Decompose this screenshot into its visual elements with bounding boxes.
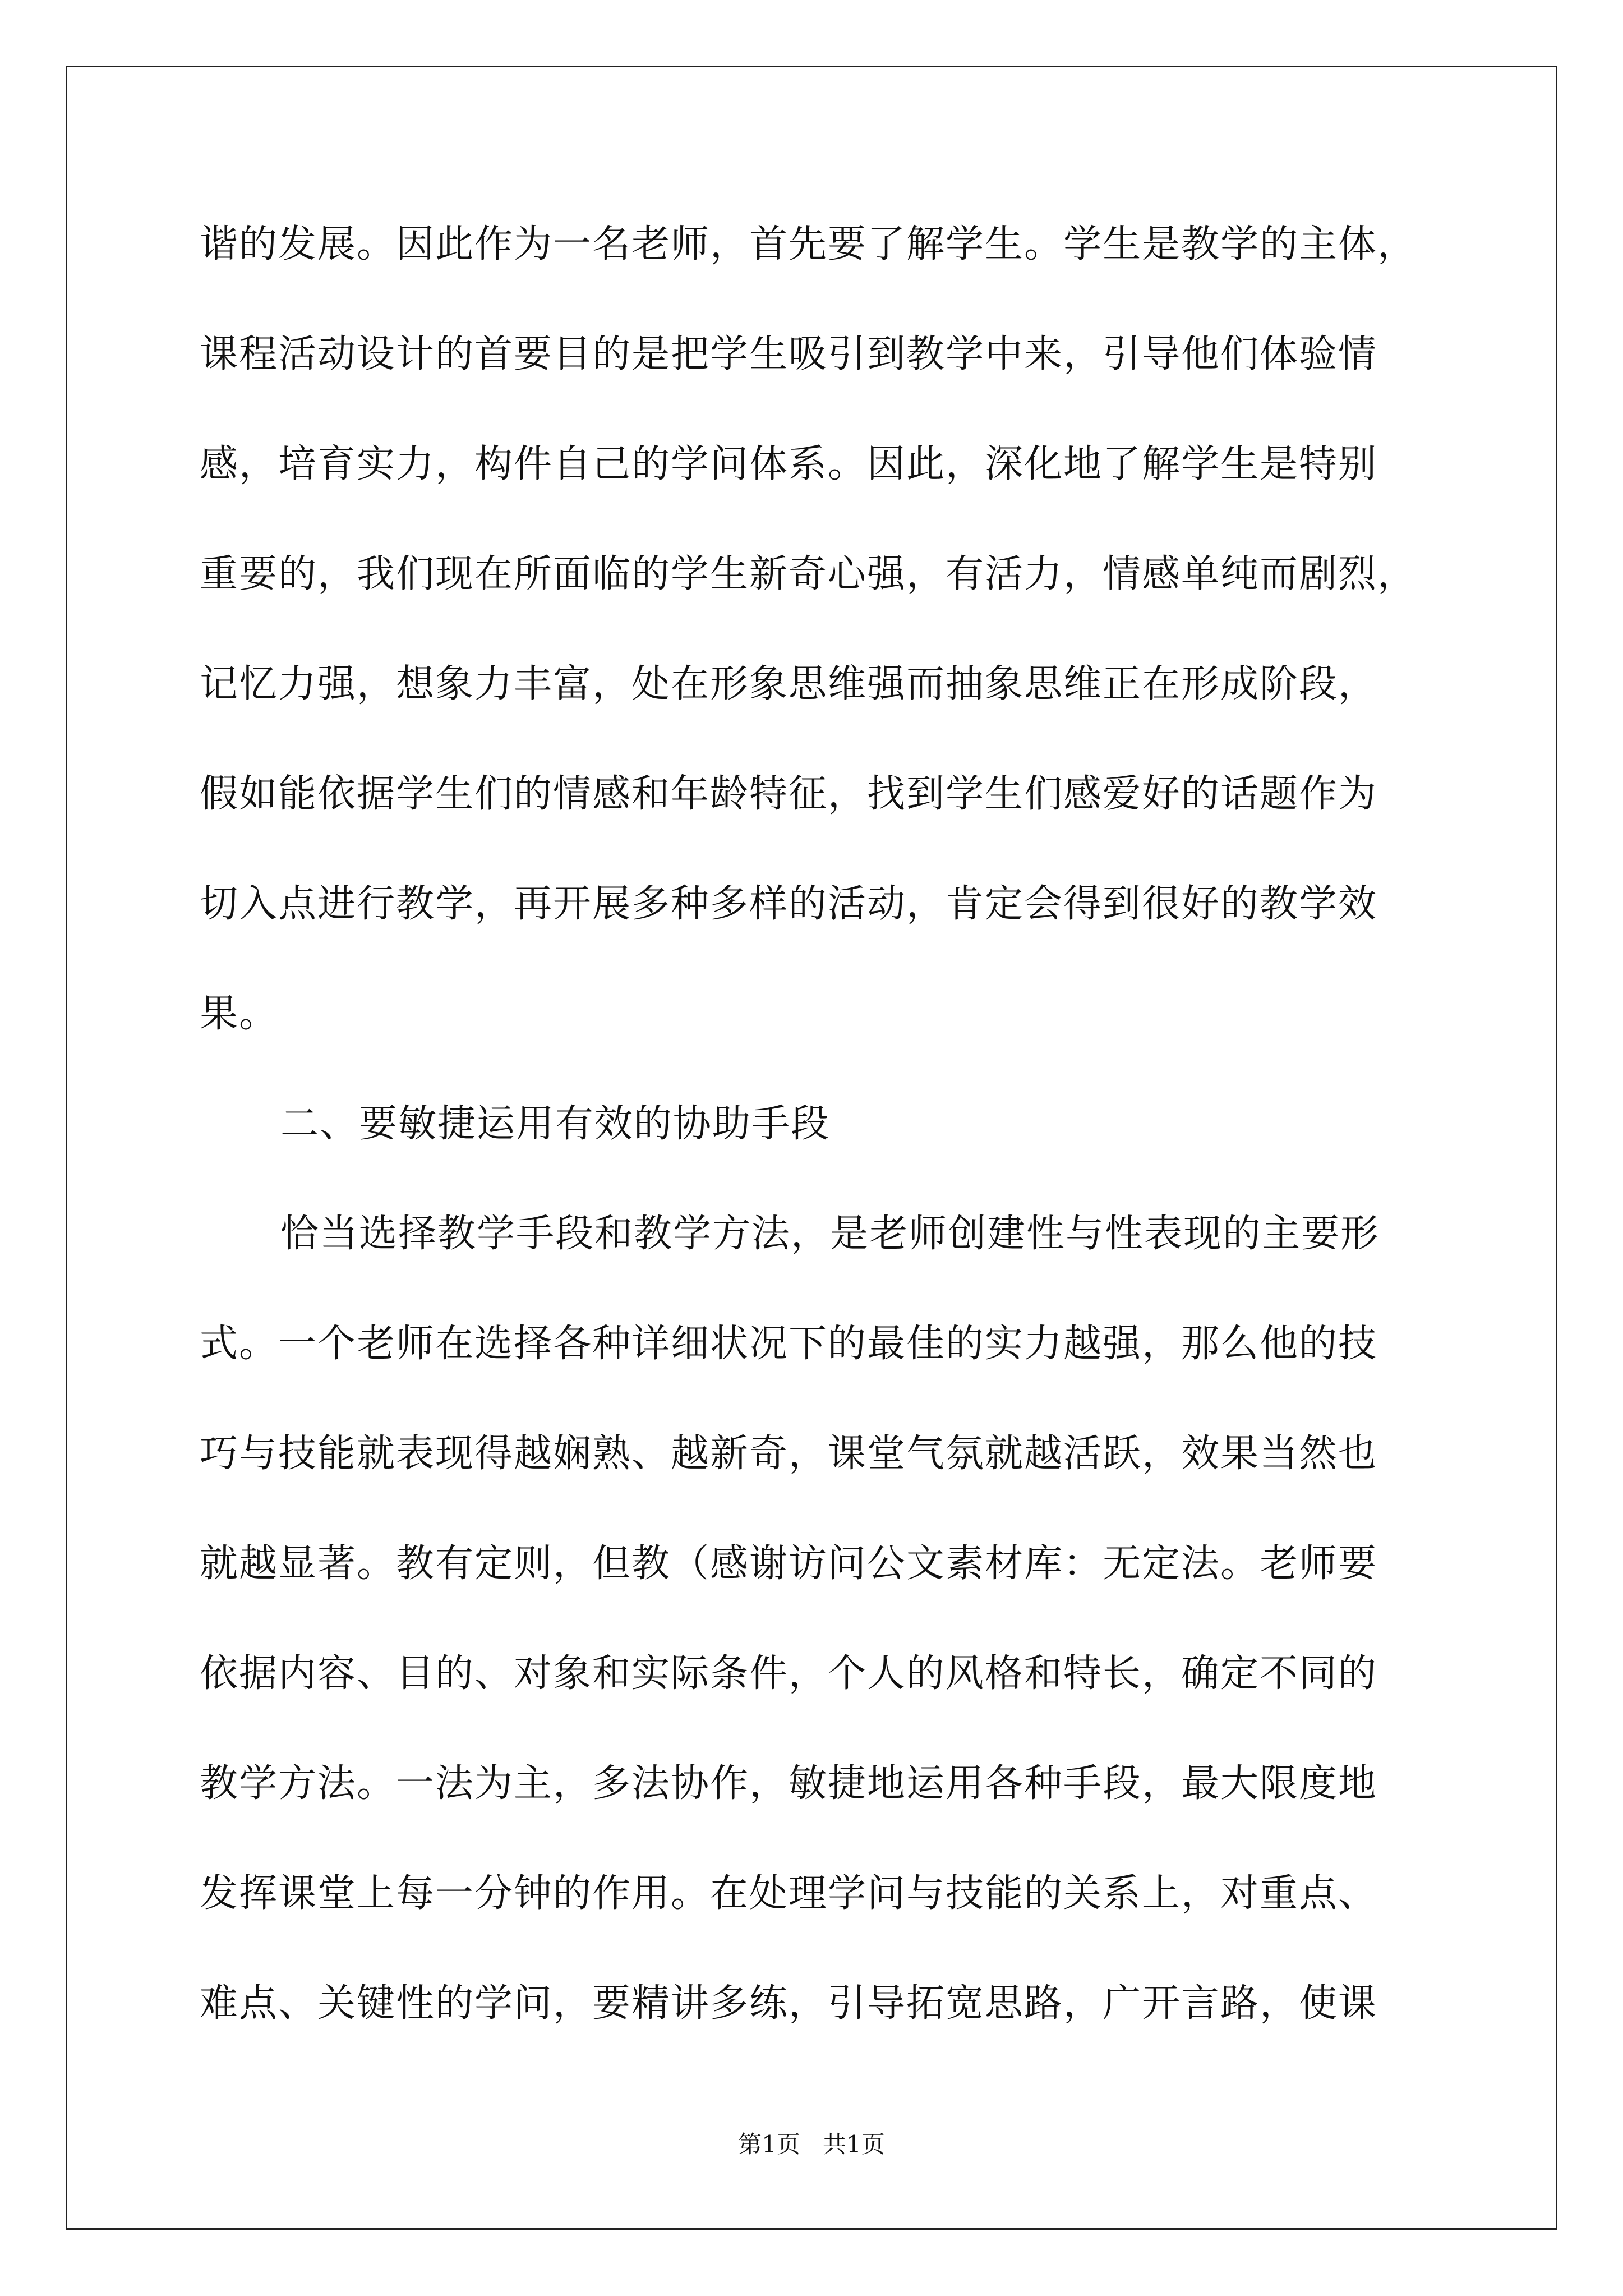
text-line: 切入点进行教学，再开展多种多样的活动，肯定会得到很好的教学效 — [200, 882, 1378, 926]
text-line: 教学方法。一法为主，多法协作，敏捷地运用各种手段，最大限度地 — [200, 1761, 1378, 1806]
section-heading: 二、要敏捷运用有效的协助手段 — [280, 1102, 831, 1146]
text-line: 式。一个老师在选择各种详细状况下的最佳的实力越强，那么他的技 — [200, 1322, 1378, 1366]
text-line: 感，培育实力，构件自己的学问体系。因此，深化地了解学生是特别 — [200, 442, 1378, 486]
text-line: 果。 — [200, 992, 279, 1036]
text-line: 假如能依据学生们的情感和年龄特征，找到学生们感爱好的话题作为 — [200, 772, 1378, 816]
text-line: 难点、关键性的学问，要精讲多练，引导拓宽思路，广开言路，使课 — [200, 1981, 1378, 2026]
text-line: 课程活动设计的首要目的是把学生吸引到教学中来，引导他们体验情 — [200, 332, 1378, 376]
text-line: 重要的，我们现在所面临的学生新奇心强，有活力，情感单纯而剧烈， — [200, 552, 1417, 596]
text-line: 发挥课堂上每一分钟的作用。在处理学问与技能的关系上，对重点、 — [200, 1871, 1378, 1916]
text-line: 巧与技能就表现得越娴熟、越新奇，课堂气氛就越活跃，效果当然也 — [200, 1432, 1378, 1476]
text-line: 恰当选择教学手段和教学方法，是老师创建性与性表现的主要形 — [280, 1212, 1380, 1256]
text-line: 就越显著。教有定则，但教（感谢访问公文素材库：无定法。老师要 — [200, 1542, 1378, 1586]
text-line: 记忆力强，想象力丰富，处在形象思维强而抽象思维正在形成阶段， — [200, 662, 1378, 706]
text-line: 依据内容、目的、对象和实际条件，个人的风格和特长，确定不同的 — [200, 1651, 1378, 1696]
page-number-footer: 第1页 共1页 — [738, 2131, 885, 2158]
text-line: 谐的发展。因此作为一名老师，首先要了解学生。学生是教学的主体， — [200, 222, 1417, 266]
